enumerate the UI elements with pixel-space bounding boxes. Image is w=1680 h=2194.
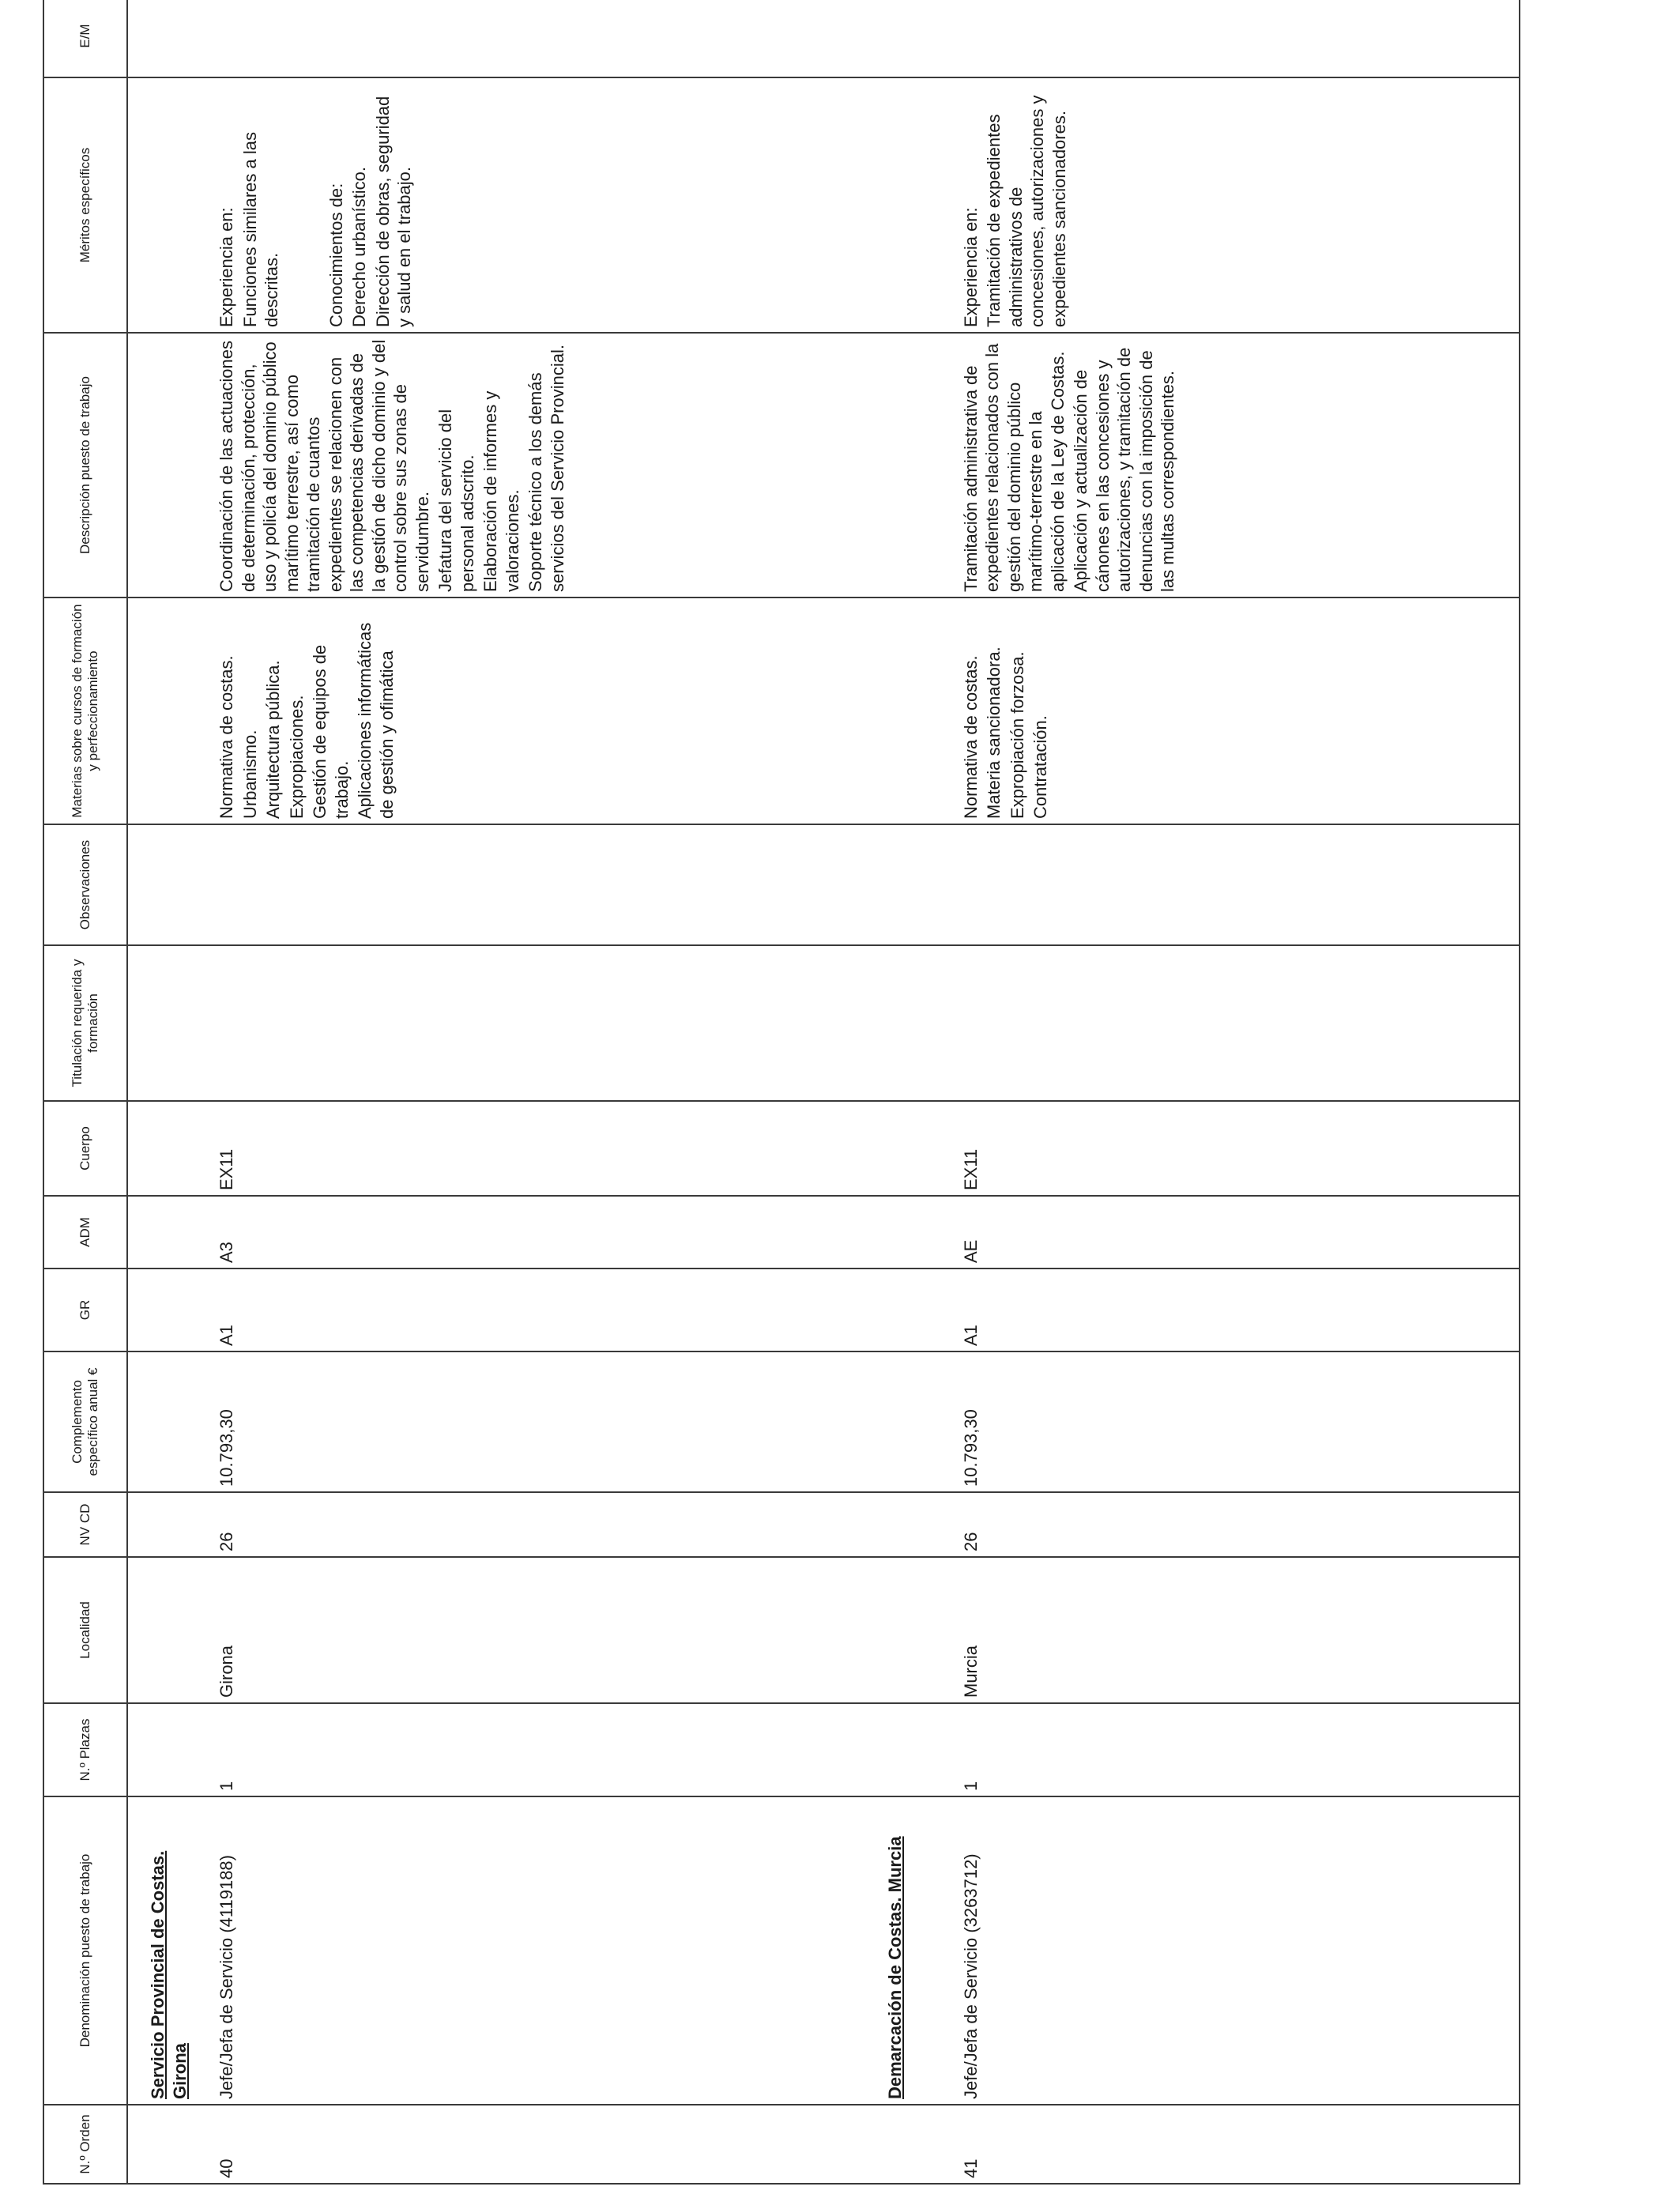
header-titulacion: Titulación requerida y formación [43,945,127,1101]
header-grupo: GR [43,1269,127,1351]
grupo-value: A1 [217,1325,237,1346]
meritos-item: Experiencia en: [217,207,237,327]
complemento-value: 10.793,30 [960,1409,981,1487]
complemento-value: 10.793,30 [217,1409,237,1487]
meritos-item: Funciones similares a las descritas. [239,132,282,327]
cuerpo-value: EX11 [960,1148,981,1190]
header-materias: Materias sobre cursos de formación y perfeccionamiento [43,598,127,824]
meritos-item: Conocimientos de: [326,183,346,327]
header-denominacion: Denominación puesto de trabajo [43,1796,127,2105]
plazas-value: 1 [217,1781,237,1791]
descripcion-item: Coordinación de las actuaciones de determinación, protección, uso y policía del dominio público marítimo terrestre, así como tramitación de cuantos expedientes se relacionen con las competencias derivadas de la gestión de dicho dominio y del control sobre sus zonas de servidumbre. [217,339,432,592]
header-descripcion: Descripción puesto de trabajo [43,333,127,598]
meritos-item: Derecho urbanístico. [349,167,370,327]
nivel-value: 26 [217,1532,237,1551]
materias-item: Normativa de costas. [960,655,981,819]
adm-value: A3 [217,1242,237,1263]
meritos-item: Tramitación de expedientes administrativos de concesiones, autorizaciones y expedientes sancionadores. [984,95,1069,327]
orden-value: 41 [960,2158,981,2178]
descripcion-item: Elaboración de informes y valoraciones. [480,390,522,592]
meritos-item: Experiencia en: [960,207,981,327]
orden-value: 40 [217,2158,237,2178]
header-observaciones: Observaciones [43,824,127,945]
table-row [960,0,1520,2184]
section-title: Servicio Provincial de Costas. Girona [148,1850,190,2099]
header-cuerpo: Cuerpo [43,1101,127,1196]
meritos-item: Dirección de obras, seguridad y salud en el trabajo. [372,96,415,327]
cuerpo-value: EX11 [217,1148,237,1190]
section-title-row [127,0,216,2184]
materias-item: Aplicaciones informáticas de gestión y ofimática [355,622,397,819]
materias-item: Normativa de costas. [217,655,237,819]
descripcion-list [216,334,568,597]
header-adm: ADM [43,1196,127,1269]
adm-value: AE [960,1239,981,1263]
meritos-list [216,78,416,332]
denominacion-value: Jefe/Jefa de Servicio (4119188) [217,1855,237,2099]
materias-item: Expropiaciones. [286,695,307,819]
header-orden: N.º Orden [43,2105,127,2184]
localidad-value: Murcia [960,1645,981,1698]
table-row [216,0,872,2184]
materias-item: Arquitectura pública. [263,660,284,819]
descripcion-list [960,334,1179,597]
job-positions-table [43,0,1520,2185]
section-title: Demarcación de Costas. Murcia [885,1836,906,2099]
meritos-spacer [283,83,326,327]
materias-item: Gestión de equipos de trabajo. [310,644,352,819]
header-complemento: Complemento específico anual € [43,1351,127,1492]
header-em: E/M [43,0,127,77]
descripcion-item: Aplicación y actualización de cánones en las concesiones y autorizaciones, y tramitación de denuncias con la imposición de las multas correspondientes. [1071,347,1178,592]
localidad-value: Girona [217,1645,237,1698]
materias-list [960,598,1052,824]
denominacion-value: Jefe/Jefa de Servicio (3263712) [960,1853,981,2099]
descripcion-item: Soporte técnico a los demás servicios del Servicio Provincial. [525,345,567,592]
header-nivel: NV CD [43,1492,127,1557]
nivel-value: 26 [960,1532,981,1551]
header-meritos: Méritos específicos [43,77,127,333]
materias-item: Materia sancionadora. [984,647,1004,819]
header-localidad: Localidad [43,1557,127,1703]
materias-item: Expropiación forzosa. [1007,651,1027,819]
plazas-value: 1 [960,1781,981,1791]
materias-item: Contratación. [1030,715,1051,819]
descripcion-item: Jefatura del servicio del personal adscrito. [435,409,477,592]
section-title-row [872,0,959,2184]
materias-list [216,598,397,824]
descripcion-item: Tramitación administrativa de expedientes relacionados con la gestión del dominio público marítimo-terrestre en la aplicación de la Ley de Costas. [960,343,1068,592]
meritos-list [960,78,1071,332]
header-plazas: N.º Plazas [43,1703,127,1796]
materias-item: Urbanismo. [239,729,260,819]
grupo-value: A1 [960,1325,981,1346]
header-row [43,0,127,2184]
